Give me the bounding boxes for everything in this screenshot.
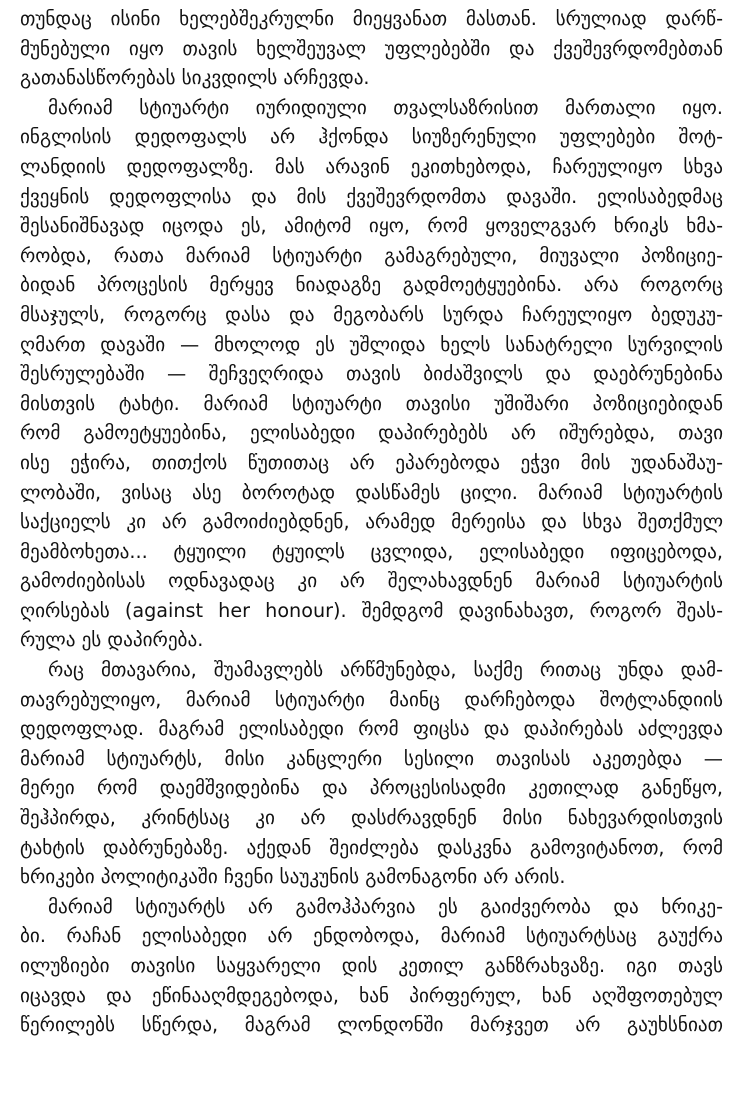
text-line: ბი. რაჩან ელისაბედი არ ენდობოდა, მარიამ სტიუარტსაც გაუქრა — [20, 924, 723, 948]
text-line: ისე ეჭირა, თითქოს წუთითაც არ ეპარებოდა ეჭვი მის უდანაშაუ- — [20, 450, 723, 474]
text-line: ილუზიები თავისი საყვარელი დის კეთილ განზრახვაზე. იგი თავს — [20, 954, 723, 977]
text-line: ტახტის დაბრუნებაზე. აქედან შეიძლება დასკვნა გამოვიტანოთ, რომ — [20, 835, 723, 859]
text-line: რობდა, რათა მარიამ სტიუარტი გამაგრებული, მიუვალი პოზიციე- — [20, 243, 723, 267]
paragraph — [20, 4, 723, 93]
text-line: რულა ეს დაპირება. — [20, 628, 204, 652]
text-line: გამოძიებისას ოდნავადაც კი არ შელახავდნენ მარიამ სტიუარტის — [20, 569, 723, 593]
text-line: მისთვის ტახტი. მარიამ სტიუარტი თავისი უშიშარი პოზიციებიდან — [20, 391, 723, 415]
text-line: შეჰპირდა, კრინტსაც კი არ დასძრავდნენ მისი ნახევარდისთვის — [20, 806, 723, 830]
text-line: თავრებულიყო, მარიამ სტიუარტი მაინც დარჩებოდა შოტლანდიის — [20, 687, 723, 711]
text-line: მარიამ სტიუარტი იურიდიული თვალსაზრისით მართალი იყო. — [48, 95, 723, 119]
text-line: შესრულებაში — შეჩვეღრიდა თავის ბიძაშვილს და დაებრუნებინა — [20, 362, 723, 386]
text-line: მარიამ სტიუარტს არ გამოჰპარვია ეს გაიძვერობა და ხრიკე- — [48, 894, 723, 918]
text-line: რომ გამოეტყუებინა, ელისაბედი დაპირებებს არ იშურებდა, თავი — [20, 421, 723, 445]
text-line: თუნდაც ისინი ხელებშეკრულნი მიეყვანათ მასთან. სრულიად დარწ- — [20, 7, 723, 30]
text-line: ლანდიის დედოფალზე. მას არავინ ეკითხებოდა, ჩარეულიყო სხვა — [20, 154, 723, 178]
paragraph — [20, 93, 723, 655]
text-line: ლობაში, ვისაც ასე ბოროტად დასწამეს ცილი. მარიამ სტიუარტის — [20, 480, 723, 504]
paragraph — [20, 655, 723, 892]
text-line: ინგლისის დედოფალს არ ჰქონდა სიუზერენული უფლებები შოტ- — [20, 125, 723, 149]
text-line: მუნებული იყო თავის ხელშეუვალ უფლებებში და ქვეშევრდომებთან — [20, 36, 723, 60]
text-line: ღირსებას (against her honour). შემდგომ დავინახავთ, როგორ შეას- — [20, 598, 723, 622]
text-line: ბიდან პროცესის მერყევ ნიადაგზე გადმოეტყუებინა. არა როგორც — [20, 273, 723, 297]
text-line: ქვეყნის დედოფლისა და მის ქვეშევრდომთა დავაში. ელისაბედმაც — [20, 184, 723, 208]
text-line: დედოფლად. მაგრამ ელისაბედი რომ ფიცსა და დაპირებას აძლევდა — [20, 717, 723, 741]
text-line: რაც მთავარია, შუამავლებს არწმუნებდა, საქმე რითაც უნდა დამ- — [48, 658, 723, 682]
text-line: ხრიკები პოლიტიკაში ჩვენი საუკუნის გამონაგონი არ არის. — [20, 865, 566, 889]
text-line: გათანასწორებას სიკვდილს არჩევდა. — [20, 66, 370, 90]
text-line: ღმართ დავაში — მხოლოდ ეს უშლიდა ხელს სანატრელი სურვილის — [20, 332, 723, 356]
text-line: მსაჯულს, როგორც დასა და მეგობარს სურდა ჩარეულიყო ბედუკუ- — [20, 302, 723, 326]
text-line: წერილებს სწერდა, მაგრამ ლონდონში მარჯვეთ არ გაუხსნიათ — [20, 1013, 723, 1037]
text-line: მარიამ სტიუარტს, მისი კანცლერი სესილი თავისას აკეთებდა — — [20, 746, 723, 770]
paragraph — [20, 892, 723, 1040]
text-line: მერეი რომ დაემშვიდებინა და პროცესისადმი კეთილად განეწყო, — [20, 776, 723, 800]
text-line: იცავდა და ეწინააღმდეგებოდა, ხან პირფერულ, ხან აღშფოთებულ — [20, 983, 723, 1007]
text-line: შესანიშნავად იცოდა ეს, ამიტომ იყო, რომ ყოველგვარ ხრიკს ხმა- — [20, 214, 723, 238]
text-line: საქციელს კი არ გამოიძიებდნენ, არამედ მერეისა და სხვა შეთქმულ — [20, 510, 723, 534]
text-line: მეამბოხეთა... ტყუილი ტყუილს ცვლიდა, ელისაბედი იფიცებოდა, — [20, 539, 723, 563]
